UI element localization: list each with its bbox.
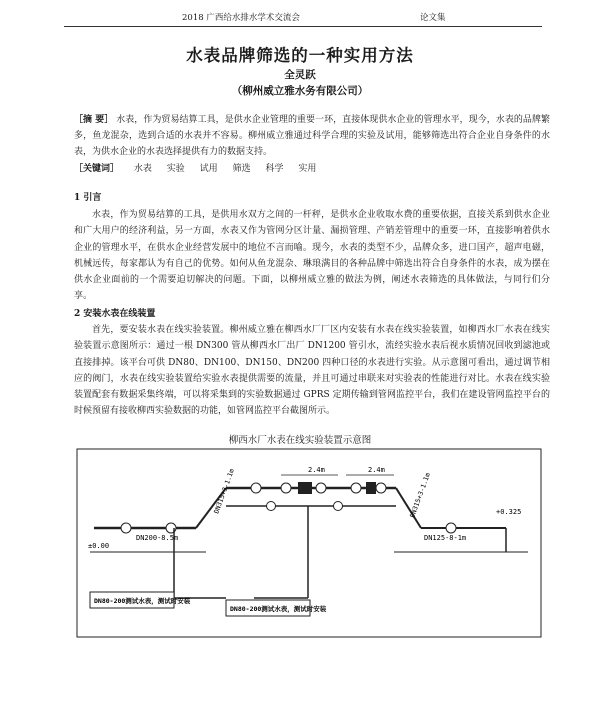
keyword: 试用 — [199, 164, 218, 174]
valve-icon — [334, 502, 343, 511]
vertical-label-right: DN315+3-1.1m — [408, 471, 432, 519]
keyword: 实验 — [166, 164, 185, 174]
page-header — [64, 8, 542, 27]
keywords-label: ［关键词］ — [74, 164, 120, 174]
pipe-label-right: DN125-8-1m — [424, 534, 467, 542]
vertical-label-left: DN315+3-1.1m — [212, 467, 236, 515]
valve-icon — [446, 523, 456, 533]
author: 全灵跃 — [284, 69, 316, 81]
keyword: 科学 — [265, 164, 284, 174]
valve-icon — [281, 483, 291, 493]
pipe-label-left: DN200-8.5m — [136, 534, 179, 542]
keyword: 实用 — [298, 164, 317, 174]
valve-icon — [376, 483, 386, 493]
section-heading: 1 引言 — [74, 193, 102, 203]
meter-icon — [298, 482, 312, 494]
valve-icon — [267, 502, 276, 511]
dim-label: 2.4m — [308, 466, 325, 474]
section-paragraph: 首先，要安装水表在线实验装置。柳州威立雅在柳西水厂厂区内安装有水表在线实验装置，如柳西水厂水表在线实验装置示意图所示：通过一根 DN300 管从柳西水厂出厂 DN1200 管引水，流经实验水表后视水质情况回收到滤池或直接排掉。该平台可供 DN80、DN100、DN150、DN200 四种口径的水表进行实验。从示意图可看出，通过调节相应的阀门，水表在线实验装置给实验水表提供需要的流量，并且可通过串联来对实验表的性能进行对比。水表在线实验装置配套有数据采集终端，可以将采集到的实验数据通过 GPRS 定期传输到管网监控平台，我们在建设管网监控平台的时候预留有接收柳西实验数据的功能，如管网监控平台截图所示。 — [74, 325, 550, 417]
valve-icon — [251, 483, 261, 493]
abstract-text: 水表，作为贸易结算工具，是供水企业管理的重要一环，直接体现供水企业的管理水平，现今，水表的品牌繁多，鱼龙混杂，选到合适的水表并不容易。柳州威立雅通过科学合理的实验及试用，能够筛选出符合企业自身条件的水表，为供水企业的水表选择提供有力的数据支持。 — [74, 115, 550, 157]
header-section: 论文集 — [420, 13, 446, 23]
valve-icon — [316, 483, 326, 493]
meter-icon — [366, 482, 376, 494]
dim-label: 2.4m — [368, 466, 385, 474]
keyword: 筛选 — [232, 164, 251, 174]
paper-title: 水表品牌筛选的一种实用方法 — [186, 46, 414, 65]
abstract — [74, 112, 550, 160]
section-paragraph: 水表，作为贸易结算的工具，是供用水双方之间的一杆秤，是供水企业收取水费的重要依据，直接关系到供水企业和广大用户的经济利益，另一方面，水表又作为管网分区计量、漏损管理、产销差管理中的重要一环，直接影响着供水企业的管理水平，在供水企业经营发展中的地位不言而喻。现今，水表的类型不少，品牌众多，进口国产，超声电磁，机械远传，每家都认为有自己的优势。如何从鱼龙混杂、琳琅满目的各种品牌中筛选出符合自身条件的水表，成为摆在供水企业面前的一个需要迫切解决的问题。下面，以柳州威立雅的做法为例，阐述水表筛选的具体做法，与同行们分享。 — [74, 210, 550, 302]
test-rig-diagram — [76, 448, 542, 638]
valve-icon — [351, 483, 361, 493]
keyword: 水表 — [133, 164, 152, 174]
valve-icon — [121, 523, 131, 533]
test-meter-label-left: DN80-200测试水表，测试时安装 — [94, 597, 191, 605]
elevation-right: +0.325 — [496, 508, 522, 516]
section-heading: 2 安装水表在线装置 — [74, 309, 156, 319]
test-meter-label-right: DN80-200测试水表，测试时安装 — [230, 605, 327, 613]
elevation-left: ±0.00 — [88, 542, 110, 550]
keywords — [74, 161, 550, 174]
affiliation: （柳州威立雅水务有限公司） — [231, 85, 369, 97]
abstract-label: ［摘 要］ — [74, 115, 114, 125]
figure-title: 柳西水厂水表在线实验装置示意图 — [228, 435, 372, 446]
header-conference: 2018 广西给水排水学术交流会 — [182, 13, 300, 23]
